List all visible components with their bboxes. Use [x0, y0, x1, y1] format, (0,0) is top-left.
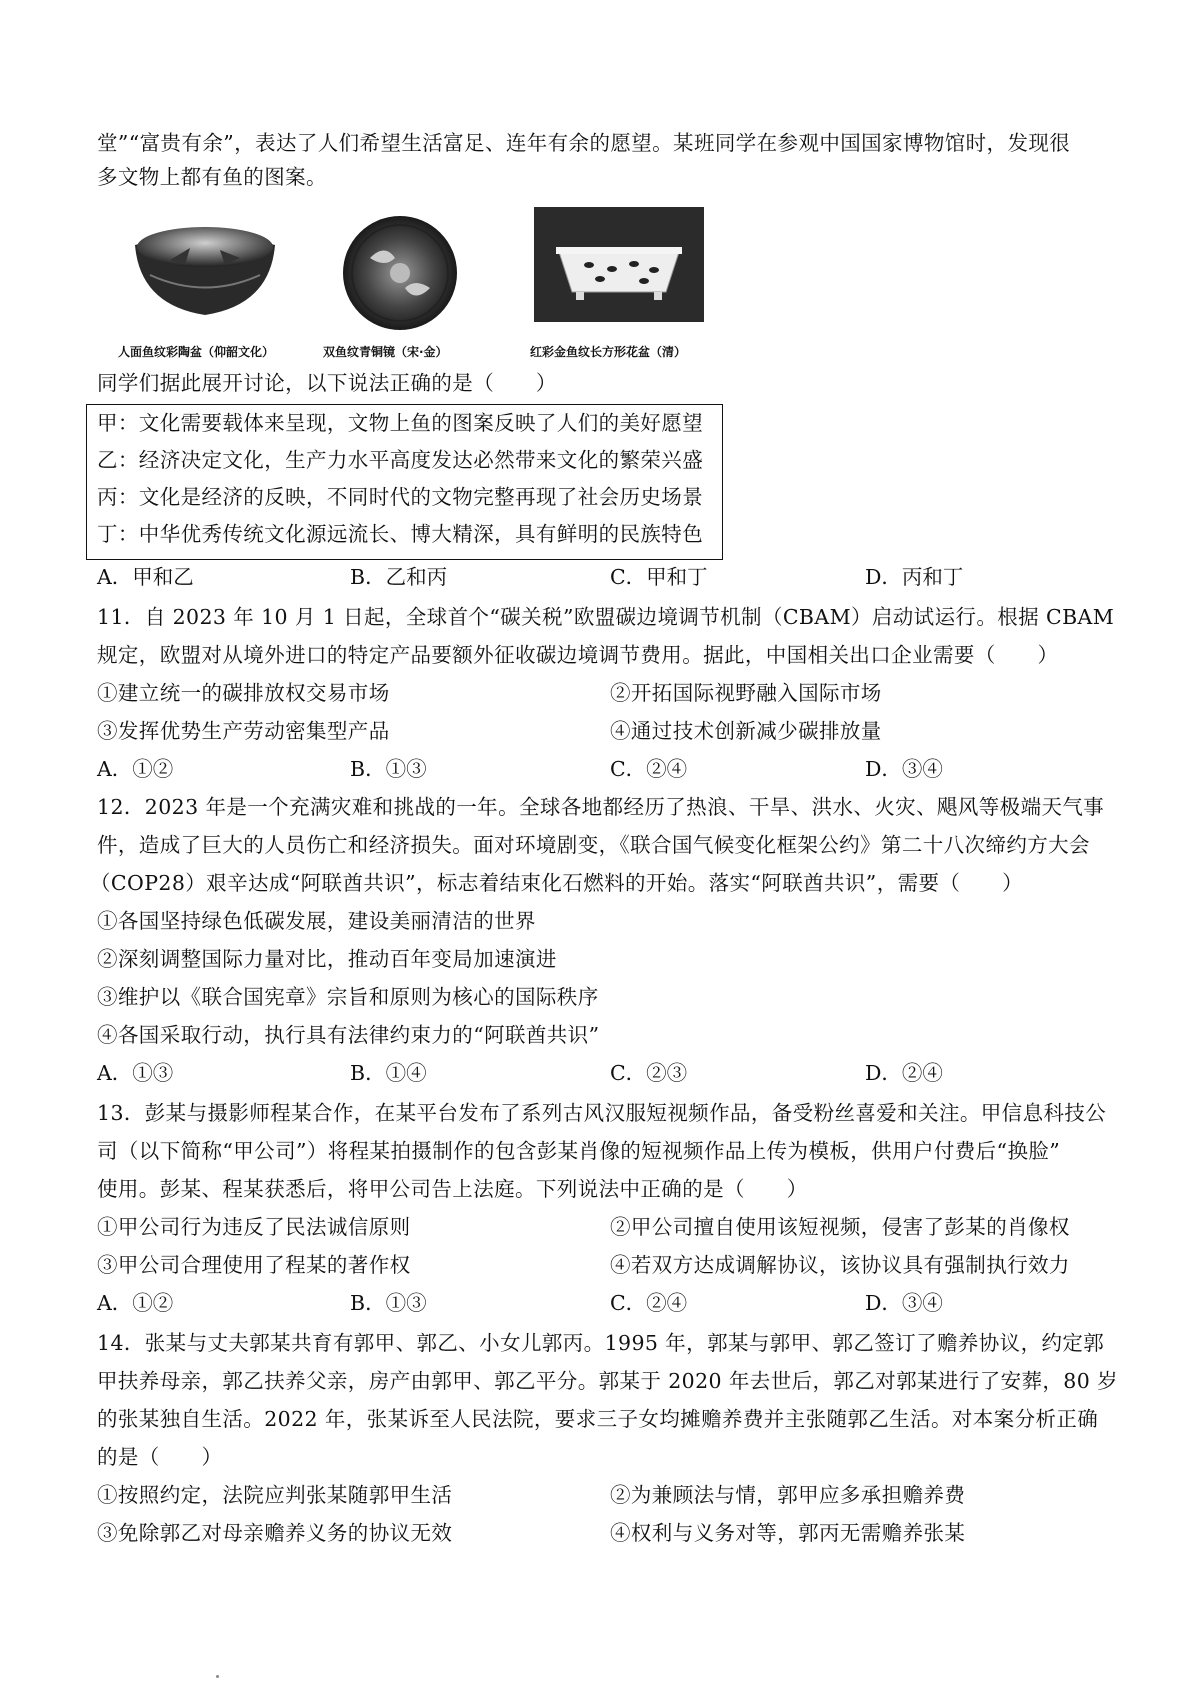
q13-option-c: C．②④: [610, 1291, 688, 1315]
q10-statement-2: 乙：经济决定文化，生产力水平高度发达必然带来文化的繁荣兴盛: [97, 448, 704, 472]
q10-option-d: D．丙和丁: [865, 565, 964, 589]
q11-item-4: ④通过技术创新减少碳排放量: [610, 719, 882, 743]
q10-statement-4: 丁：中华优秀传统文化源远流长、博大精深，具有鲜明的民族特色: [97, 522, 704, 546]
q14-stem-2: 甲扶养母亲，郭乙扶养父亲，房产由郭甲、郭乙平分。郭某于 2020 年去世后，郭乙对郭某进行了安葬，80 岁: [97, 1369, 1119, 1393]
q14-item-4: ④权利与义务对等，郭丙无需赡养张某: [610, 1521, 966, 1545]
q13-item-2: ②甲公司擅自使用该短视频，侵害了彭某的肖像权: [610, 1215, 1070, 1239]
q12-option-a: A．①③: [97, 1061, 174, 1085]
caption-flowerpot: 红彩金鱼纹长方形花盆（清）: [530, 345, 687, 359]
q10-option-c: C．甲和丁: [610, 565, 708, 589]
q11-stem-1: 11．自 2023 年 10 月 1 日起，全球首个“碳关税”欧盟碳边境调节机制（CBAM）启动试运行。根据 CBAM: [97, 605, 1115, 629]
q11-option-b: B．①③: [350, 757, 427, 781]
caption-pottery: 人面鱼纹彩陶盆（仰韶文化）: [118, 345, 275, 359]
q10-stem: 同学们据此展开讨论，以下说法正确的是（ ）: [97, 371, 557, 395]
q11-item-3: ③发挥优势生产劳动密集型产品: [97, 719, 390, 743]
q12-item-2: ②深刻调整国际力量对比，推动百年变局加速演进: [97, 947, 557, 971]
q12-item-4: ④各国采取行动，执行具有法律约束力的“阿联酋共识”: [97, 1023, 600, 1047]
q13-stem-1: 13．彭某与摄影师程某合作，在某平台发布了系列古风汉服短视频作品，备受粉丝喜爱和关注。甲信息科技公: [97, 1101, 1107, 1125]
q12-option-d: D．②④: [865, 1061, 943, 1085]
q13-item-4: ④若双方达成调解协议，该协议具有强制执行效力: [610, 1253, 1070, 1277]
q13-option-d: D．③④: [865, 1291, 943, 1315]
q12-item-3: ③维护以《联合国宪章》宗旨和原则为核心的国际秩序: [97, 985, 599, 1009]
q11-option-a: A．①②: [97, 757, 174, 781]
q13-stem-3: 使用。彭某、程某获悉后，将甲公司告上法庭。下列说法中正确的是（ ）: [97, 1177, 808, 1201]
q12-stem-1: 12．2023 年是一个充满灾难和挑战的一年。全球各地都经历了热浪、干旱、洪水、火灾、飓风等极端天气事: [97, 795, 1105, 819]
q12-stem-3: （COP28）艰辛达成“阿联酋共识”，标志着结束化石燃料的开始。落实“阿联酋共识”，需要（ ）: [90, 871, 1023, 895]
caption-mirror: 双鱼纹青铜镜（宋·金）: [323, 345, 448, 359]
q12-option-b: B．①④: [350, 1061, 427, 1085]
bronze-mirror-image: [340, 213, 460, 337]
q11-option-d: D．③④: [865, 757, 943, 781]
q13-option-a: A．①②: [97, 1291, 174, 1315]
q12-stem-2: 件，造成了巨大的人员伤亡和经济损失。面对环境剧变，《联合国气候变化框架公约》第二十八次缔约方大会: [97, 833, 1090, 857]
q10-option-a: A．甲和乙: [97, 565, 194, 589]
q14-stem-3: 的张某独自生活。2022 年，张某诉至人民法院，要求三子女均摊赡养费并主张随郭乙生活。对本案分析正确: [97, 1407, 1099, 1431]
q10-statement-1: 甲：文化需要载体来呈现，文物上鱼的图案反映了人们的美好愿望: [97, 411, 704, 435]
q11-option-c: C．②④: [610, 757, 688, 781]
q14-item-1: ①按照约定，法院应判张某随郭甲生活: [97, 1483, 453, 1507]
pottery-bowl-image: [130, 220, 280, 324]
intro-line-2: 多文物上都有鱼的图案。: [97, 165, 327, 189]
flowerpot-image: [534, 207, 704, 326]
q14-item-3: ③免除郭乙对母亲赡养义务的协议无效: [97, 1521, 453, 1545]
q13-item-3: ③甲公司合理使用了程某的著作权: [97, 1253, 411, 1277]
q12-option-c: C．②③: [610, 1061, 688, 1085]
q11-item-1: ①建立统一的碳排放权交易市场: [97, 681, 390, 705]
q13-stem-2: 司（以下简称“甲公司”）将程某拍摄制作的包含彭某肖像的短视频作品上传为模板，供用户付费后“换脸”: [97, 1139, 1061, 1163]
intro-line-1: 堂”“富贵有余”，表达了人们希望生活富足、连年有余的愿望。某班同学在参观中国国家博物馆时，发现很: [97, 131, 1071, 155]
q10-statement-3: 丙：文化是经济的反映，不同时代的文物完整再现了社会历史场景: [97, 485, 704, 509]
q14-stem-4: 的是（ ）: [97, 1445, 223, 1469]
q10-option-b: B．乙和丙: [350, 565, 448, 589]
q14-stem-1: 14．张某与丈夫郭某共育有郭甲、郭乙、小女儿郭丙。1995 年，郭某与郭甲、郭乙签订了赡养协议，约定郭: [97, 1331, 1105, 1355]
q11-item-2: ②开拓国际视野融入国际市场: [610, 681, 882, 705]
q11-stem-2: 规定，欧盟对从境外进口的特定产品要额外征收碳边境调节费用。据此，中国相关出口企业需要（ ）: [97, 643, 1059, 667]
q14-item-2: ②为兼顾法与情，郭甲应多承担赡养费: [610, 1483, 966, 1507]
q13-item-1: ①甲公司行为违反了民法诚信原则: [97, 1215, 411, 1239]
q13-option-b: B．①③: [350, 1291, 427, 1315]
q12-item-1: ①各国坚持绿色低碳发展，建设美丽清洁的世界: [97, 909, 536, 933]
page-marker-dot: [216, 1675, 219, 1678]
